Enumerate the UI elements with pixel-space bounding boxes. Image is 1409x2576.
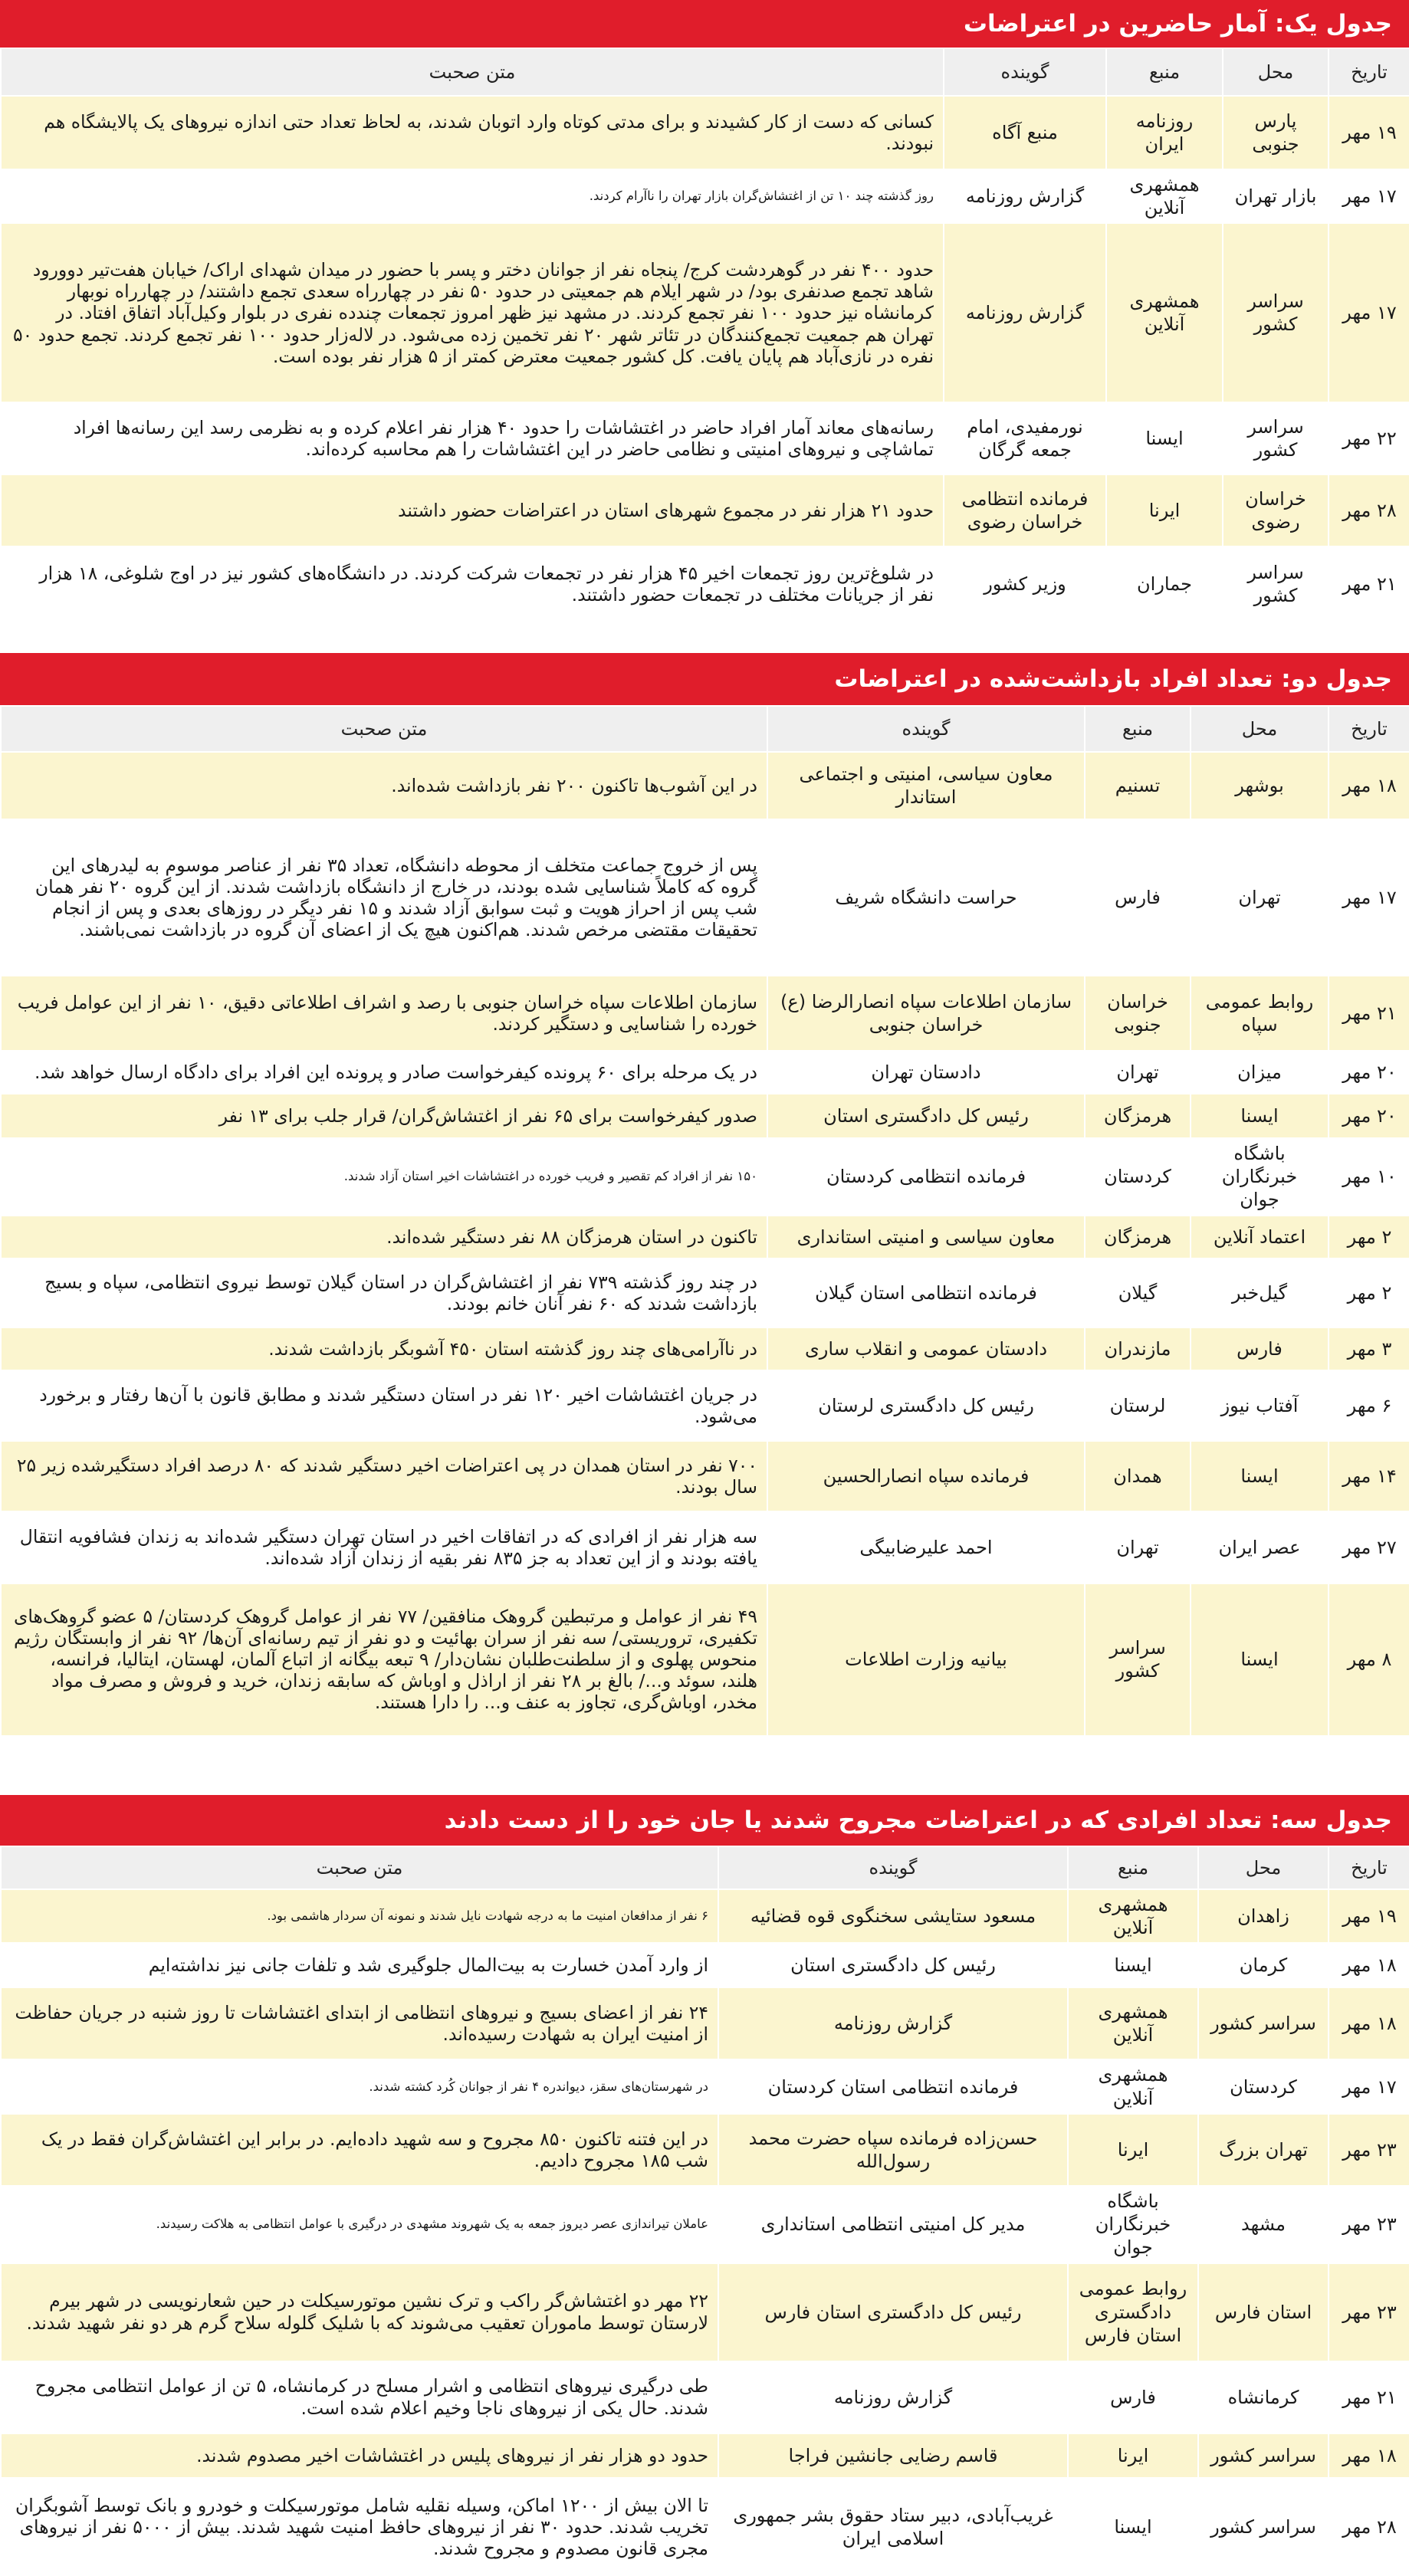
table-row xyxy=(1,819,1409,976)
cell-speaker: دادستان عمومی و انقلاب ساری xyxy=(767,1327,1085,1370)
cell-date: ۲۳ مهر xyxy=(1329,2186,1409,2263)
cell-speaker: رئیس کل دادگستری استان فارس xyxy=(718,2263,1068,2361)
cell-place: کرمان xyxy=(1198,1943,1329,1987)
table-row xyxy=(1,2478,1409,2576)
cell-statement: ۲۴ نفر از اعضای بسیج و نیروهای انتظامی از ابتدای اغتشاشات تا روز شنبه در جریان حفاظت از امنیت ایران به شهادت رسیده‌اند. xyxy=(1,1987,718,2059)
cell-date: ۱۹ مهر xyxy=(1329,96,1409,169)
header-place: محل xyxy=(1198,1846,1329,1889)
header-source: منبع xyxy=(1068,1846,1198,1889)
cell-statement: پس از خروج جماعت متخلف از محوطه دانشگاه، تعداد ۳۵ نفر از عناصر موسوم به لیدرهای این گروه که کاملاً شناسایی شده بودند، در خارج از دانشگاه بازداشت شدند. از این گروه ۲۰ نفر همان شب پس از احراز هویت و ثبت سوابق آزاد شدند و ۱۵ نفر دیگر در روزهای بعدی و پس از انجام تحقیقات مقتضی مرخص شدند. هم‌اکنون هیچ یک از اعضای آن گروه در بازداشت نمی‌باشند. xyxy=(1,819,767,976)
table-row xyxy=(1,474,1409,546)
cell-place: ایسنا xyxy=(1191,1094,1329,1138)
cell-speaker: رئیس کل دادگستری استان xyxy=(718,1943,1068,1987)
cell-source: تسنیم xyxy=(1085,752,1191,819)
cell-place: ایسنا xyxy=(1191,1441,1329,1511)
header-speaker: گوینده xyxy=(944,48,1106,96)
table-row xyxy=(1,1094,1409,1138)
table-row xyxy=(1,1258,1409,1327)
table-row xyxy=(1,169,1409,223)
header-source: منبع xyxy=(1085,706,1191,752)
casualties-table xyxy=(0,1846,1409,2576)
cell-place: تهران بزرگ xyxy=(1198,2114,1329,2186)
table-row xyxy=(1,1327,1409,1370)
cell-date: ۱۸ مهر xyxy=(1329,1987,1409,2059)
cell-statement: در شلوغ‌ترین روز تجمعات اخیر ۴۵ هزار نفر در تجمعات شرکت کردند. در دانشگاه‌های کشور نیز در اوج شلوغی، ۱۸ هزار نفر از جریانات مختلف در تجمعات حضور داشتند. xyxy=(1,546,944,620)
header-place: محل xyxy=(1223,48,1329,96)
cell-statement: عاملان تیراندازی عصر دیروز جمعه به یک شهروند مشهدی در درگیری با عوامل انتظامی به هلاکت رسیدند. xyxy=(1,2186,718,2263)
cell-speaker: سازمان اطلاعات سپاه انصارالرضا (ع) خراسان جنوبی xyxy=(767,976,1085,1051)
cell-source: خراسان جنوبی xyxy=(1085,976,1191,1051)
cell-place: بوشهر xyxy=(1191,752,1329,819)
header-statement: متن صحبت xyxy=(1,1846,718,1889)
cell-date: ۳ مهر xyxy=(1329,1327,1409,1370)
table-row xyxy=(1,752,1409,819)
header-date: تاریخ xyxy=(1329,1846,1409,1889)
cell-statement: در یک مرحله برای ۶۰ پرونده کیفرخواست صادر و پرونده این افراد برای دادگاه ارسال خواهد شد. xyxy=(1,1051,767,1094)
cell-date: ۲۲ مهر xyxy=(1329,402,1409,474)
cell-speaker: وزیر کشور xyxy=(944,546,1106,620)
cell-date: ۱۷ مهر xyxy=(1329,223,1409,402)
cell-statement: در ناآرامی‌های چند روز گذشته استان ۴۵۰ آشوبگر بازداشت شدند. xyxy=(1,1327,767,1370)
cell-speaker: گزارش روزنامه xyxy=(944,223,1106,402)
cell-speaker: گزارش روزنامه xyxy=(944,169,1106,223)
cell-source: همشهری آنلاین xyxy=(1106,223,1223,402)
table-title: جدول دو: تعداد افراد بازداشت‌شده در اعتراضات xyxy=(0,653,1409,705)
cell-date: ۲۸ مهر xyxy=(1329,2478,1409,2576)
cell-date: ۱۸ مهر xyxy=(1329,752,1409,819)
cell-speaker: فرمانده انتظامی استان گیلان xyxy=(767,1258,1085,1327)
header-place: محل xyxy=(1191,706,1329,752)
cell-place: فارس xyxy=(1191,1327,1329,1370)
cell-statement: سه هزار نفر از افرادی که در اتفاقات اخیر در استان تهران دستگیر شده‌اند به زندان فشافویه انتقال یافته بودند و از این تعداد به جز ۸۳۵ نفر بقیه از زندان آزاد شده‌اند. xyxy=(1,1511,767,1583)
cell-source: همشهری آنلاین xyxy=(1068,1889,1198,1943)
cell-source: کردستان xyxy=(1085,1138,1191,1216)
cell-statement: ۱۵۰ نفر از افراد کم تقصیر و فریب خورده در اغتشاشات اخیر استان آزاد شدند. xyxy=(1,1138,767,1216)
cell-statement: حدود ۲۱ هزار نفر در مجموع شهرهای استان در اعتراضات حضور داشتند xyxy=(1,474,944,546)
cell-place: زاهدان xyxy=(1198,1889,1329,1943)
cell-statement: ۴۹ نفر از عوامل و مرتبطین گروهک منافقین/ ۷۷ نفر از عوامل گروهک کردستان/ ۵ عضو گروهک‌های تکفیری، تروریستی/ سه نفر از سران بهائیت و دو نفر از تیم رسانه‌ای آن‌ها/ ۹۲ نفر از وابستگان رژیم منحوس پهلوی و از سلطنت‌طلبان نشان‌دار/ ۹ تبعه بیگانه از اتباع آلمان، لهستان، ایتالیا، فرانسه، هلند، سوئد و.../ بالغ بر ۲۸ نفر از اراذل و اوباش که سابقه زندان، خرید و فروش و مصرف مواد مخدر، اوباش‌گری، تجاوز به عنف و... را دارا هستند. xyxy=(1,1583,767,1735)
table-casualties-section xyxy=(0,1795,1409,2576)
table-row xyxy=(1,2059,1409,2113)
cell-source: لرستان xyxy=(1085,1370,1191,1441)
cell-date: ۱۷ مهر xyxy=(1329,2059,1409,2113)
table-row xyxy=(1,402,1409,474)
attendance-table xyxy=(0,48,1409,620)
cell-source: فارس xyxy=(1068,2361,1198,2433)
table-row xyxy=(1,2263,1409,2361)
cell-place: سراسر کشور xyxy=(1198,2433,1329,2478)
cell-date: ۲۰ مهر xyxy=(1329,1051,1409,1094)
cell-source: همشهری آنلاین xyxy=(1106,169,1223,223)
header-date: تاریخ xyxy=(1329,706,1409,752)
cell-source: تهران xyxy=(1085,1051,1191,1094)
header-date: تاریخ xyxy=(1329,48,1409,96)
cell-statement: سازمان اطلاعات سپاه خراسان جنوبی با رصد و اشراف اطلاعاتی دقیق، ۱۰ نفر از این عوامل فریب خورده را شناسایی و دستگیر کردند. xyxy=(1,976,767,1051)
cell-place: سراسر کشور xyxy=(1223,223,1329,402)
cell-statement: تا الان بیش از ۱۲۰۰ اماکن، وسیله نقلیه شامل موتورسیکلت و خودرو و بانک توسط آشوبگران تخریب شدند. حدود ۳۰ نفر از نیروهای حافظ امنیت شهید شدند. بیش از ۵۰۰۰ نفر از نیروهای مجری قانون مصدوم و مجروح شدند. xyxy=(1,2478,718,2576)
cell-speaker: حسن‌زاده فرمانده سپاه حضرت محمد رسول‌الله xyxy=(718,2114,1068,2186)
cell-source: ایرنا xyxy=(1068,2433,1198,2478)
cell-statement: حدود ۴۰۰ نفر در گوهردشت کرج/ پنجاه نفر از جوانان دختر و پسر با حضور در میدان شهدای اراک/ خیابان هفت‌تیر دوورود شاهد تجمع صدنفری بود/ در شهر ایلام هم جمعیتی در حدود ۵۰ نفر در چهارراه سعدی تجمع داشتند/ در چهارراه نوبهار کرمانشاه نیز حدود ۱۰۰ نفر تجمع کردند. در مشهد نیز ظهر امروز تجمعات چندده نفری در بلوار وکیل‌آباد اتفاق افتاد. در تهران هم جمعیت تجمع‌کنندگان در تئاتر شهر ۲۰ نفر تخمین زده می‌شود. در لاله‌زار حدود ۱۰۰ نفر تجمع کردند. تجمع حدود ۵۰ نفره در نازی‌آباد هم پایان یافت. کل کشور جمعیت معترض کمتر از ۵ هزار نفر بوده است. xyxy=(1,223,944,402)
cell-date: ۱۸ مهر xyxy=(1329,2433,1409,2478)
cell-source: ایرنا xyxy=(1068,2114,1198,2186)
cell-place: بازار تهران xyxy=(1223,169,1329,223)
cell-speaker: قاسم رضایی جانشین فراجا xyxy=(718,2433,1068,2478)
cell-speaker: رئیس کل دادگستری استان xyxy=(767,1094,1085,1138)
cell-statement: ۷۰۰ نفر در استان همدان در پی اعتراضات اخیر دستگیر شدند که ۸۰ درصد افراد دستگیرشده زیر ۲۵ سال بودند. xyxy=(1,1441,767,1511)
header-speaker: گوینده xyxy=(718,1846,1068,1889)
arrests-table xyxy=(0,705,1409,1735)
cell-date: ۱۸ مهر xyxy=(1329,1943,1409,1987)
cell-speaker: فرمانده انتظامی خراسان رضوی xyxy=(944,474,1106,546)
cell-date: ۱۰ مهر xyxy=(1329,1138,1409,1216)
cell-source: روابط عمومی دادگستری استان فارس xyxy=(1068,2263,1198,2361)
cell-source: گیلان xyxy=(1085,1258,1191,1327)
cell-source: مازندران xyxy=(1085,1327,1191,1370)
cell-place: کردستان xyxy=(1198,2059,1329,2113)
cell-place: سراسر کشور xyxy=(1198,1987,1329,2059)
header-source: منبع xyxy=(1106,48,1223,96)
cell-source: سراسر کشور xyxy=(1085,1583,1191,1735)
cell-speaker: معاون سیاسی و امنیتی استانداری xyxy=(767,1216,1085,1258)
table-row xyxy=(1,2114,1409,2186)
cell-statement: روز گذشته چند ۱۰ تن از اغتشاش‌گران بازار تهران را ناآرام کردند. xyxy=(1,169,944,223)
cell-place: عصر ایران xyxy=(1191,1511,1329,1583)
cell-date: ۱۹ مهر xyxy=(1329,1889,1409,1943)
cell-date: ۲۳ مهر xyxy=(1329,2263,1409,2361)
cell-speaker: نورمفیدی، امام جمعه گرگان xyxy=(944,402,1106,474)
cell-source: روزنامه ایران xyxy=(1106,96,1223,169)
cell-speaker: فرمانده انتظامی کردستان xyxy=(767,1138,1085,1216)
cell-statement: در چند روز گذشته ۷۳۹ نفر از اغتشاش‌گران در استان گیلان توسط نیروی انتظامی، سپاه و بسیج بازداشت شدند که ۶۰ نفر آنان خانم بودند. xyxy=(1,1258,767,1327)
cell-place: کرمانشاه xyxy=(1198,2361,1329,2433)
cell-speaker: حراست دانشگاه شریف xyxy=(767,819,1085,976)
cell-source: ایرنا xyxy=(1106,474,1223,546)
cell-place: سراسر کشور xyxy=(1223,546,1329,620)
cell-date: ۶ مهر xyxy=(1329,1370,1409,1441)
table-row xyxy=(1,2186,1409,2263)
table-row xyxy=(1,976,1409,1051)
cell-date: ۲۸ مهر xyxy=(1329,474,1409,546)
cell-date: ۲۱ مهر xyxy=(1329,546,1409,620)
cell-speaker: مسعود ستایشی سخنگوی قوه قضائیه xyxy=(718,1889,1068,1943)
cell-speaker: گزارش روزنامه xyxy=(718,1987,1068,2059)
cell-speaker: منبع آگاه xyxy=(944,96,1106,169)
cell-speaker: دادستان تهران xyxy=(767,1051,1085,1094)
cell-place: گیل‌خبر xyxy=(1191,1258,1329,1327)
cell-date: ۱۷ مهر xyxy=(1329,819,1409,976)
cell-statement: از وارد آمدن خسارت به بیت‌المال جلوگیری شد و تلفات جانی نیز نداشته‌ایم xyxy=(1,1943,718,1987)
cell-date: ۲۰ مهر xyxy=(1329,1094,1409,1138)
table-row xyxy=(1,546,1409,620)
cell-place: استان فارس xyxy=(1198,2263,1329,2361)
table-row xyxy=(1,1441,1409,1511)
cell-date: ۱۷ مهر xyxy=(1329,169,1409,223)
cell-statement: تاکنون در استان هرمزگان ۸۸ نفر دستگیر شده‌اند. xyxy=(1,1216,767,1258)
cell-date: ۲۱ مهر xyxy=(1329,976,1409,1051)
cell-statement: حدود دو هزار نفر از نیروهای پلیس در اغتشاشات اخیر مصدوم شدند. xyxy=(1,2433,718,2478)
cell-place: پارس جنوبی xyxy=(1223,96,1329,169)
cell-source: هرمزگان xyxy=(1085,1216,1191,1258)
table-header-row xyxy=(1,1846,1409,1889)
cell-place: ایسنا xyxy=(1191,1583,1329,1735)
table-row xyxy=(1,96,1409,169)
table-row xyxy=(1,1216,1409,1258)
table-row xyxy=(1,1583,1409,1735)
cell-place: میزان xyxy=(1191,1051,1329,1094)
cell-statement: ۶ نفر از مدافعان امنیت ما به درجه شهادت نایل شدند و نمونه آن سردار هاشمی بود. xyxy=(1,1889,718,1943)
cell-place: سراسر کشور xyxy=(1198,2478,1329,2576)
cell-source: همشهری آنلاین xyxy=(1068,2059,1198,2113)
table-arrests-section xyxy=(0,653,1409,1735)
header-speaker: گوینده xyxy=(767,706,1085,752)
table-row xyxy=(1,1370,1409,1441)
cell-source: جماران xyxy=(1106,546,1223,620)
table-row xyxy=(1,1889,1409,1943)
cell-place: سراسر کشور xyxy=(1223,402,1329,474)
cell-speaker: معاون سیاسی، امنیتی و اجتماعی استاندار xyxy=(767,752,1085,819)
table-row xyxy=(1,2361,1409,2433)
table-row xyxy=(1,1051,1409,1094)
cell-statement: کسانی که دست از کار کشیدند و برای مدتی کوتاه وارد اتوبان شدند، به لحاظ تعداد حتی اندازه نیروهای یک پالایشگاه هم نبودند. xyxy=(1,96,944,169)
cell-source: همدان xyxy=(1085,1441,1191,1511)
cell-source: ایسنا xyxy=(1068,2478,1198,2576)
cell-speaker: فرمانده سپاه انصارالحسین xyxy=(767,1441,1085,1511)
cell-place: تهران xyxy=(1191,819,1329,976)
cell-speaker: گزارش روزنامه xyxy=(718,2361,1068,2433)
cell-date: ۱۴ مهر xyxy=(1329,1441,1409,1511)
cell-source: فارس xyxy=(1085,819,1191,976)
cell-source: ایسنا xyxy=(1068,1943,1198,1987)
table-header-row xyxy=(1,706,1409,752)
table-header-row xyxy=(1,48,1409,96)
cell-date: ۲ مهر xyxy=(1329,1258,1409,1327)
cell-place: مشهد xyxy=(1198,2186,1329,2263)
table-row xyxy=(1,1987,1409,2059)
cell-speaker: مدیر کل امنیتی انتظامی استانداری xyxy=(718,2186,1068,2263)
cell-date: ۲۱ مهر xyxy=(1329,2361,1409,2433)
cell-place: باشگاه خبرنگاران جوان xyxy=(1191,1138,1329,1216)
cell-speaker: احمد علیرضابیگی xyxy=(767,1511,1085,1583)
cell-statement: در شهرستان‌های سقز، دیواندره ۴ نفر از جوانان کُرد کشته شدند. xyxy=(1,2059,718,2113)
cell-source: هرمزگان xyxy=(1085,1094,1191,1138)
cell-statement: طی درگیری نیروهای انتظامی و اشرار مسلح در کرمانشاه، ۵ تن از عوامل انتظامی مجروح شدند. حال یکی از نیروهای ناجا وخیم اعلام شده است. xyxy=(1,2361,718,2433)
cell-statement: در این آشوب‌ها تاکنون ۲۰۰ نفر بازداشت شده‌اند. xyxy=(1,752,767,819)
table-title: جدول یک: آمار حاضرین در اعتراضات xyxy=(0,0,1409,48)
cell-place: اعتماد آنلاین xyxy=(1191,1216,1329,1258)
cell-place: روابط عمومی سپاه xyxy=(1191,976,1329,1051)
cell-source: همشهری آنلاین xyxy=(1068,1987,1198,2059)
cell-statement: صدور کیفرخواست برای ۶۵ نفر از اغتشاش‌گران/ قرار جلب برای ۱۳ نفر xyxy=(1,1094,767,1138)
cell-statement: در این فتنه تاکنون ۸۵۰ مجروح و سه شهید داده‌ایم. در برابر این اغتشاش‌گران فقط در یک شب ۱۸۵ مجروح دادیم. xyxy=(1,2114,718,2186)
header-statement: متن صحبت xyxy=(1,48,944,96)
cell-date: ۸ مهر xyxy=(1329,1583,1409,1735)
cell-source: ایسنا xyxy=(1106,402,1223,474)
table-row xyxy=(1,1511,1409,1583)
cell-statement: در جریان اغتشاشات اخیر ۱۲۰ نفر در استان دستگیر شدند و مطابق قانون با آن‌ها رفتار و برخورد می‌شود. xyxy=(1,1370,767,1441)
table-title: جدول سه: تعداد افرادی که در اعتراضات مجروح شدند یا جان خود را از دست دادند xyxy=(0,1795,1409,1846)
cell-date: ۲ مهر xyxy=(1329,1216,1409,1258)
header-statement: متن صحبت xyxy=(1,706,767,752)
cell-speaker: رئیس کل دادگستری لرستان xyxy=(767,1370,1085,1441)
cell-place: آفتاب نیوز xyxy=(1191,1370,1329,1441)
cell-source: باشگاه خبرنگاران جوان xyxy=(1068,2186,1198,2263)
table-row xyxy=(1,223,1409,402)
cell-speaker: فرمانده انتظامی استان کردستان xyxy=(718,2059,1068,2113)
table-attendance-section xyxy=(0,0,1409,620)
cell-statement: رسانه‌های معاند آمار افراد حاضر در اغتشاشات را حدود ۴۰ هزار نفر اعلام کرده و به نظرمی رسد این رسانه‌ها افراد تماشاچی و نیروهای امنیتی و نظامی حاضر در این اغتشاشات را هم محاسبه کرده‌اند. xyxy=(1,402,944,474)
cell-speaker: بیانیه وزارت اطلاعات xyxy=(767,1583,1085,1735)
table-row xyxy=(1,1943,1409,1987)
table-row xyxy=(1,1138,1409,1216)
cell-speaker: غریب‌آبادی، دبیر ستاد حقوق بشر جمهوری اسلامی ایران xyxy=(718,2478,1068,2576)
cell-statement: ۲۲ مهر دو اغتشاش‌گر راکب و ترک نشین موتورسیکلت در حین شعارنویسی در شهر بیرم لارستان توسط ماموران تعقیب می‌شوند که با شلیک گلوله سلاح گرم هر دو نفر شهید شدند. xyxy=(1,2263,718,2361)
cell-place: خراسان رضوی xyxy=(1223,474,1329,546)
table-row xyxy=(1,2433,1409,2478)
cell-date: ۲۷ مهر xyxy=(1329,1511,1409,1583)
cell-date: ۲۳ مهر xyxy=(1329,2114,1409,2186)
cell-source: تهران xyxy=(1085,1511,1191,1583)
